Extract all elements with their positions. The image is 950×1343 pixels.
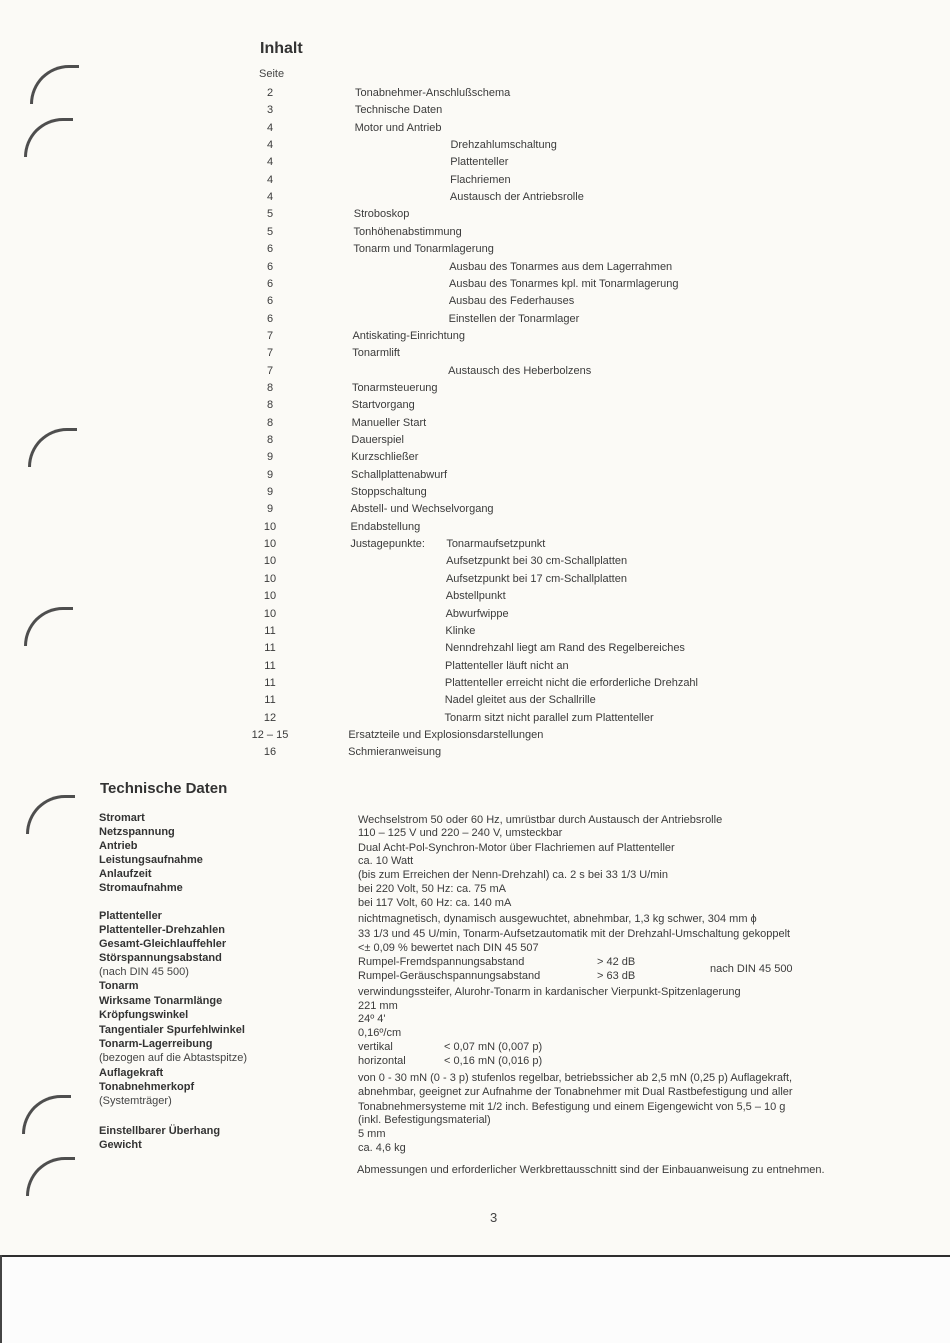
spec-label: Tonarm — [99, 980, 139, 992]
toc-entry-title: Aufsetzpunkt bei 17 cm-Schallplatten — [445, 572, 627, 585]
toc-page-number: 4 — [266, 173, 274, 186]
punch-mark — [26, 1157, 75, 1196]
toc-row — [0, 712, 950, 728]
spec-label: Störspannungsabstand — [99, 952, 222, 964]
toc-entry-title: Aufsetzpunkt bei 30 cm-Schallplatten — [446, 555, 628, 568]
spec-label: Stromaufnahme — [99, 882, 183, 894]
toc-page-number: 12 – 15 — [251, 728, 289, 741]
toc-page-number: 10 — [263, 520, 277, 533]
toc-row — [0, 226, 950, 242]
toc-page-number: 11 — [264, 624, 276, 637]
spec-value: horizontal — [358, 1055, 406, 1067]
toc-page-number: 10 — [263, 590, 277, 603]
spec-label: Wirksame Tonarmlänge — [99, 995, 223, 1007]
toc-row — [0, 313, 950, 329]
spec-value: Tonabnehmersysteme mit 1/2 inch. Befestigung und einem Eigengewicht von 5,5 – 10 g — [358, 1101, 786, 1113]
toc-entry-title: Einstellen der Tonarmlager — [448, 312, 580, 325]
toc-row — [0, 729, 950, 745]
toc-entry-title: Plattenteller läuft nicht an — [445, 659, 569, 672]
toc-row — [0, 365, 950, 381]
toc-row — [0, 87, 950, 103]
toc-entry-title: Abstell- und Wechselvorgang — [350, 503, 494, 516]
toc-row — [0, 295, 950, 311]
spec-value: bei 117 Volt, 60 Hz: ca. 140 mA — [358, 897, 512, 909]
spec-label: Kröpfungswinkel — [99, 1009, 189, 1021]
toc-entry-title: Stroboskop — [353, 208, 410, 221]
toc-entry-title: Endabstellung — [350, 520, 421, 533]
spec-value: von 0 - 30 mN (0 - 3 p) stufenlos regelbar, betriebssicher ab 2,5 mN (0,25 p) Auflagekraft, — [358, 1072, 793, 1084]
rumble-norm: nach DIN 45 500 — [710, 963, 793, 975]
spec-label: Leistungsaufnahme — [99, 854, 203, 866]
spec-label: Tonarm-Lagerreibung — [99, 1038, 213, 1050]
toc-row — [0, 642, 950, 658]
toc-page-number: 16 — [263, 746, 277, 759]
toc-entry-title: Motor und Antrieb — [354, 121, 442, 134]
toc-row — [0, 208, 950, 224]
toc-row — [0, 330, 950, 346]
toc-entry-title: Stoppschaltung — [350, 486, 427, 499]
toc-page-number: 7 — [266, 347, 274, 360]
toc-page-number: 4 — [266, 191, 274, 204]
spec-value: Dual Acht-Pol-Synchron-Motor über Flachriemen auf Plattenteller — [358, 842, 675, 854]
spec-label: Gewicht — [99, 1139, 142, 1151]
page-edge-line — [0, 1255, 2, 1343]
toc-row — [0, 555, 950, 571]
spec-label: Anlaufzeit — [99, 868, 152, 880]
toc-page-number: 6 — [266, 277, 274, 290]
toc-entry-title: Startvorgang — [351, 399, 415, 412]
spec-value: 24º 4' — [358, 1013, 386, 1025]
spec-label: Netzspannung — [99, 826, 175, 838]
toc-row — [0, 122, 950, 138]
toc-page-number: 12 — [263, 711, 277, 724]
toc-page-number: 7 — [266, 364, 274, 377]
toc-page-number: 6 — [266, 243, 274, 256]
toc-entry-title: Ausbau des Tonarmes kpl. mit Tonarmlagerung — [449, 277, 679, 290]
spec-label: (bezogen auf die Abtastspitze) — [99, 1052, 247, 1064]
toc-row — [0, 347, 950, 363]
spec-value: (inkl. Befestigungsmaterial) — [358, 1114, 491, 1126]
toc-row — [0, 399, 950, 415]
toc-row — [0, 486, 950, 502]
toc-entry-title: Austausch des Heberbolzens — [448, 364, 592, 377]
friction-horizontal-value: < 0,16 mN (0,016 p) — [444, 1055, 543, 1067]
toc-row — [0, 191, 950, 207]
spec-value: <± 0,09 % bewertet nach DIN 45 507 — [358, 942, 539, 954]
toc-page-number: 10 — [263, 538, 277, 551]
next-page-blank — [0, 1257, 950, 1343]
spec-label: Tonabnehmerkopf — [99, 1081, 195, 1093]
spec-value: 221 mm — [358, 1000, 398, 1012]
toc-page-number: 11 — [264, 642, 276, 655]
toc-row — [0, 469, 950, 485]
toc-page-number: 8 — [266, 381, 274, 394]
toc-entry-title: Abwurfwippe — [445, 607, 509, 620]
toc-row — [0, 660, 950, 676]
toc-row — [0, 417, 950, 433]
toc-entry-title: Drehzahlumschaltung — [450, 139, 557, 152]
toc-entry-title: Tonhöhenabstimmung — [353, 225, 462, 238]
toc-entry-title: Tonabnehmer-Anschlußschema — [355, 87, 511, 99]
spec-value: 5 mm — [358, 1128, 386, 1140]
toc-row — [0, 590, 950, 606]
spec-value: vertikal — [358, 1041, 393, 1053]
toc-row — [0, 139, 950, 155]
toc-page-number: 10 — [263, 555, 277, 568]
toc-page-number: 11 — [264, 676, 276, 689]
toc-entry-title: Kurzschließer — [351, 451, 419, 464]
toc-entry-title: Nenndrehzahl liegt am Rand des Regelbereiches — [445, 642, 685, 655]
toc-entry-title: Ausbau des Tonarmes aus dem Lagerrahmen — [449, 260, 673, 273]
toc-entry-title: Tonarmlift — [352, 347, 400, 360]
contents-heading: Inhalt — [260, 40, 303, 57]
toc-page-number: 5 — [266, 225, 274, 238]
spec-value: 33 1/3 und 45 U/min, Tonarm-Aufsetzautomatik mit der Drehzahl-Umschaltung gekoppelt — [358, 928, 791, 940]
spec-label: Gesamt-Gleichlauffehler — [99, 938, 227, 950]
friction-vertical-value: < 0,07 mN (0,007 p) — [444, 1041, 543, 1053]
spec-value: Rumpel-Geräuschspannungsabstand — [358, 970, 541, 982]
toc-entry-subtitle: Tonarmaufsetzpunkt — [446, 538, 546, 551]
toc-entry-title: Schmieranweisung — [348, 746, 442, 759]
toc-entry-title: Klinke — [445, 624, 476, 637]
technical-data-heading: Technische Daten — [100, 780, 228, 797]
toc-row — [0, 451, 950, 467]
toc-row — [0, 503, 950, 519]
spec-value: Rumpel-Fremdspannungsabstand — [358, 956, 525, 968]
toc-page-number: 4 — [266, 139, 274, 152]
toc-entry-title: Ersatzteile und Explosionsdarstellungen — [348, 728, 544, 741]
footer-note: Abmessungen und erforderlicher Werkbrettausschnitt sind der Einbauanweisung zu entnehmen. — [357, 1164, 825, 1176]
toc-row — [0, 104, 950, 120]
toc-page-number: 11 — [264, 694, 276, 707]
toc-page-number: 3 — [266, 104, 274, 117]
spec-label: Stromart — [99, 812, 145, 824]
spec-value: (bis zum Erreichen der Nenn-Drehzahl) ca. 2 s bei 33 1/3 U/min — [358, 869, 668, 881]
toc-entry-title: Technische Daten — [354, 104, 443, 117]
toc-page-number: 8 — [266, 416, 274, 429]
toc-row — [0, 261, 950, 277]
spec-label: Plattenteller-Drehzahlen — [99, 924, 225, 936]
toc-page-number: 9 — [266, 486, 274, 499]
toc-page-number: 6 — [266, 260, 274, 273]
toc-page-number: 4 — [266, 121, 274, 134]
punch-mark — [26, 795, 75, 834]
spec-label: Tangentialer Spurfehlwinkel — [99, 1024, 245, 1036]
toc-page-number: 8 — [266, 399, 274, 412]
spec-label: Plattenteller — [99, 910, 162, 922]
toc-entry-title: Plattenteller erreicht nicht die erforderliche Drehzahl — [444, 676, 698, 689]
toc-entry-title: Dauerspiel — [351, 434, 404, 446]
rumble-geraeusch-value: > 63 dB — [597, 970, 636, 982]
toc-row — [0, 434, 950, 450]
toc-entry-title: Ausbau des Federhauses — [448, 295, 575, 308]
toc-entry-title: Tonarm und Tonarmlagerung — [353, 243, 494, 256]
toc-page-number: 5 — [266, 208, 274, 221]
toc-page-number: 6 — [266, 312, 274, 325]
toc-entry-title: Abstellpunkt — [445, 590, 506, 603]
toc-page-number: 2 — [266, 87, 274, 99]
toc-entry-title: Manueller Start — [351, 416, 427, 429]
toc-page-number: 11 — [264, 659, 276, 672]
spec-label: Antrieb — [99, 840, 138, 852]
toc-row — [0, 278, 950, 294]
toc-page-number: 10 — [263, 607, 277, 620]
toc-row — [0, 243, 950, 259]
toc-row — [0, 677, 950, 693]
spec-label: (Systemträger) — [99, 1095, 172, 1107]
spec-value: nichtmagnetisch, dynamisch ausgewuchtet, abnehmbar, 1,3 kg schwer, 304 mm ϕ — [358, 913, 757, 925]
spec-value: 110 – 125 V und 220 – 240 V, umsteckbar — [358, 827, 563, 839]
spec-label: (nach DIN 45 500) — [99, 966, 189, 978]
toc-entry-title: Plattenteller — [450, 156, 509, 169]
toc-entry-title: Antiskating-Einrichtung — [352, 329, 465, 342]
spec-label: Einstellbarer Überhang — [99, 1125, 221, 1137]
punch-mark — [22, 1095, 71, 1134]
toc-page-number: 9 — [266, 468, 274, 481]
page-column-label: Seite — [259, 68, 285, 80]
page-number: 3 — [490, 1210, 498, 1225]
toc-entry-title: Schallplattenabwurf — [351, 468, 448, 481]
spec-value: 0,16º/cm — [358, 1027, 402, 1039]
toc-entry-title: Austausch der Antriebsrolle — [449, 191, 584, 204]
toc-entry-title: Justagepunkte: — [350, 538, 425, 551]
toc-row — [0, 382, 950, 398]
toc-row — [0, 746, 950, 762]
spec-value: ca. 4,6 kg — [358, 1142, 406, 1154]
toc-row — [0, 174, 950, 190]
rumble-fremd-value: > 42 dB — [597, 956, 636, 968]
toc-row — [0, 625, 950, 641]
toc-entry-title: Tonarmsteuerung — [351, 381, 438, 394]
spec-value: verwindungssteifer, Alurohr-Tonarm in kardanischer Vierpunkt-Spitzenlagerung — [358, 986, 741, 998]
spec-value: bei 220 Volt, 50 Hz: ca. 75 mA — [358, 883, 506, 895]
toc-page-number: 4 — [266, 156, 274, 169]
toc-row — [0, 521, 950, 537]
toc-page-number: 6 — [266, 295, 274, 308]
toc-row — [0, 573, 950, 589]
spec-value: abnehmbar, geeignet zur Aufnahme der Tonabnehmer mit Dual Rastbefestigung und aller — [358, 1086, 793, 1098]
toc-page-number: 7 — [266, 329, 274, 342]
spec-value: ca. 10 Watt — [358, 855, 414, 867]
toc-page-number: 9 — [266, 503, 274, 516]
toc-entry-title: Nadel gleitet aus der Schallrille — [444, 694, 596, 707]
spec-value: Wechselstrom 50 oder 60 Hz, umrüstbar durch Austausch der Antriebsrolle — [358, 814, 723, 826]
toc-page-number: 8 — [266, 434, 274, 446]
spec-label: Auflagekraft — [99, 1067, 164, 1079]
toc-entry-title: Tonarm sitzt nicht parallel zum Plattenteller — [444, 711, 654, 724]
toc-entry-title: Flachriemen — [450, 173, 511, 186]
toc-row — [0, 156, 950, 172]
toc-row — [0, 694, 950, 710]
toc-page-number: 9 — [266, 451, 274, 464]
toc-row — [0, 538, 950, 554]
toc-row — [0, 608, 950, 624]
toc-page-number: 10 — [263, 572, 277, 585]
